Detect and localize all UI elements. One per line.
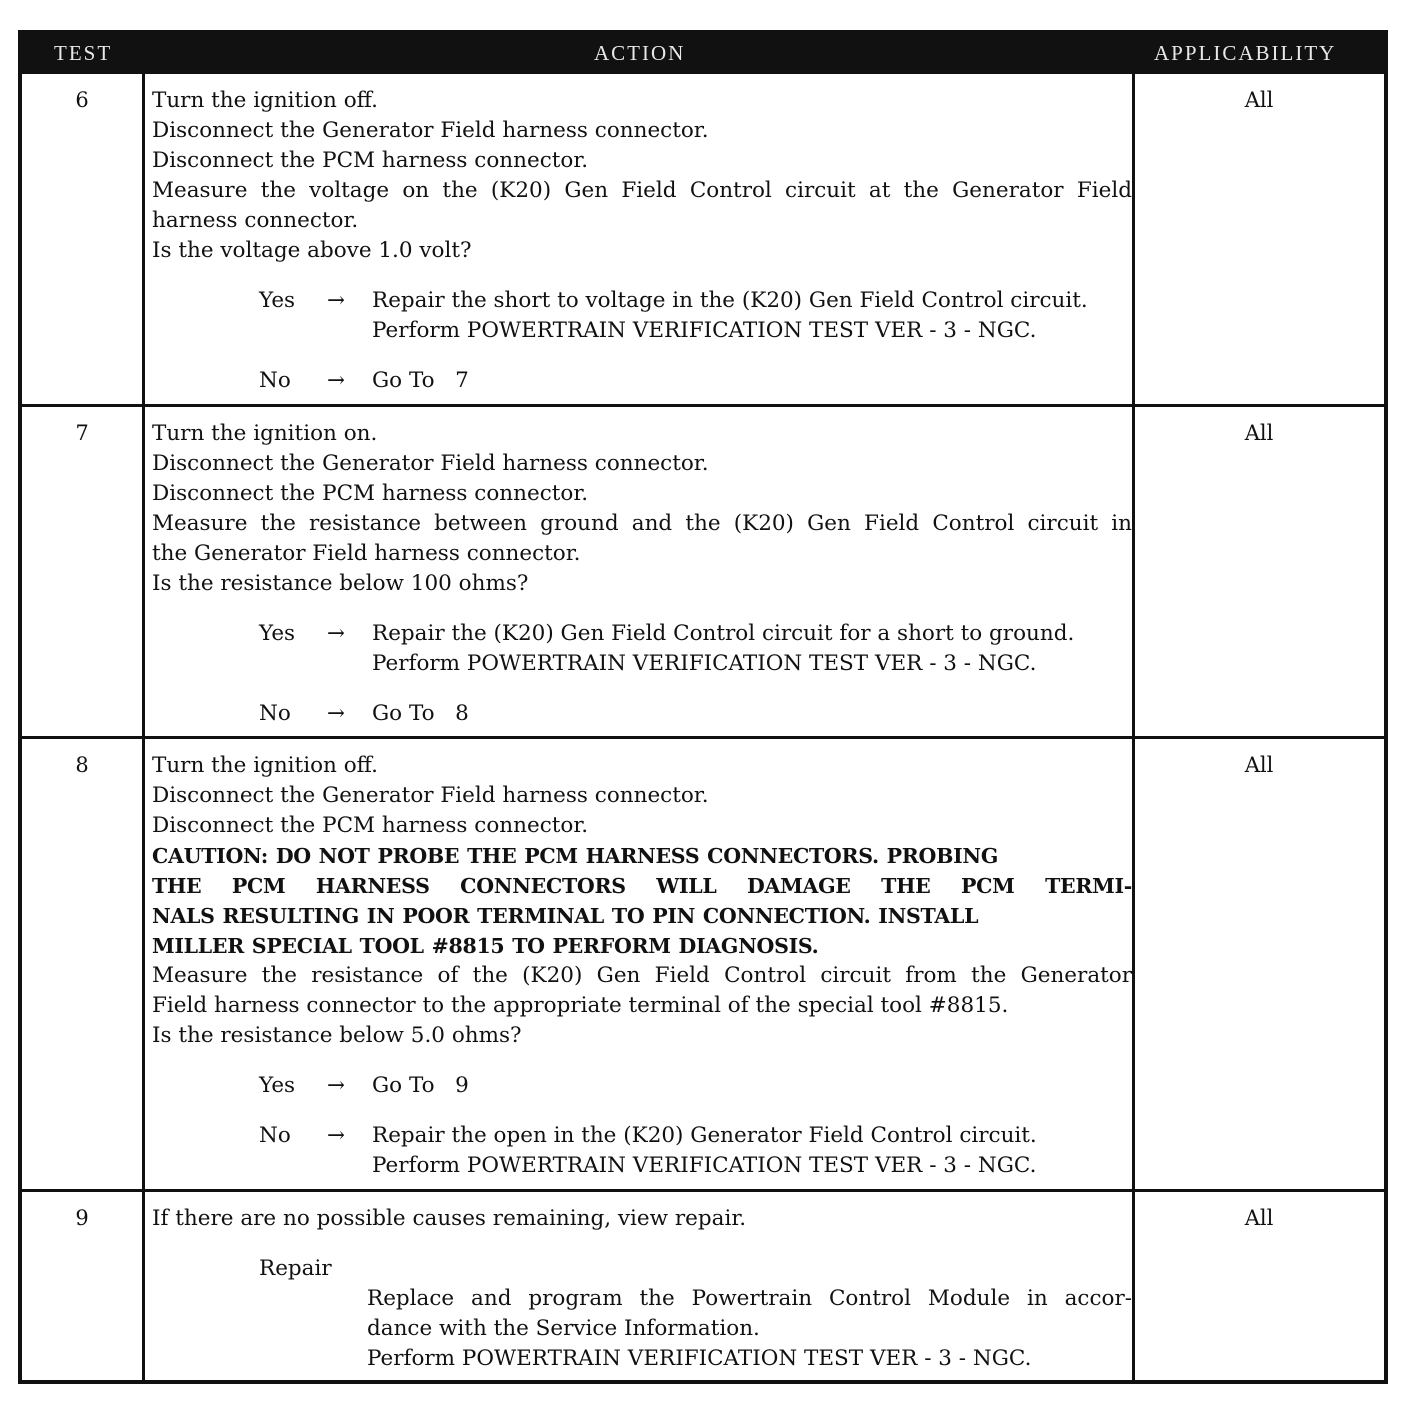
no-label: No	[259, 368, 291, 393]
applicability-value: All	[1244, 753, 1274, 777]
no-result: Go To 7	[372, 368, 469, 393]
header-action: ACTION	[594, 41, 686, 65]
yes-verification: Perform POWERTRAIN VERIFICATION TEST VER - 3 - NGC.	[372, 318, 1037, 343]
action-cell	[152, 419, 1132, 729]
action-line: Disconnect the Generator Field harness connector.	[152, 118, 709, 143]
caution-line: CAUTION: DO NOT PROBE THE PCM HARNESS CONNECTORS. PROBING	[152, 844, 999, 868]
yes-result: Repair the (K20) Gen Field Control circuit for a short to ground.	[372, 621, 1075, 646]
action-line: If there are no possible causes remaining, view repair.	[152, 1206, 747, 1231]
test-row-8	[22, 739, 1384, 1192]
test-row-6	[22, 74, 1384, 407]
yes-label: Yes	[259, 1073, 296, 1098]
header-applicability: APPLICABILITY	[1154, 41, 1337, 65]
yes-branch	[152, 286, 1132, 346]
arrow-icon: →	[327, 368, 346, 393]
no-label: No	[259, 1123, 291, 1148]
yes-result: Go To 9	[372, 1073, 469, 1098]
test-number: 6	[75, 88, 89, 112]
repair-line: dance with the Service Information.	[367, 1316, 760, 1341]
action-line: Disconnect the Generator Field harness connector.	[152, 783, 709, 808]
action-line: Turn the ignition on.	[152, 421, 378, 446]
test-number: 8	[75, 753, 89, 777]
action-line: Disconnect the PCM harness connector.	[152, 148, 589, 173]
no-label: No	[259, 701, 291, 726]
action-cell	[152, 86, 1132, 396]
repair-line: Replace and program the Powertrain Control Module in accor-	[367, 1286, 1132, 1311]
action-line: harness connector.	[152, 208, 359, 233]
action-question: Is the resistance below 5.0 ohms?	[152, 1023, 522, 1048]
caution-line: NALS RESULTING IN POOR TERMINAL TO PIN CONNECTION. INSTALL	[152, 904, 979, 928]
yes-result: Repair the short to voltage in the (K20) Gen Field Control circuit.	[372, 288, 1088, 313]
action-cell	[152, 1204, 1132, 1374]
arrow-icon: →	[327, 1123, 346, 1148]
arrow-icon: →	[327, 288, 346, 313]
yes-branch	[152, 619, 1132, 679]
arrow-icon: →	[327, 1073, 346, 1098]
action-line: Disconnect the PCM harness connector.	[152, 813, 589, 838]
applicability-value: All	[1244, 88, 1274, 112]
yes-label: Yes	[259, 288, 296, 313]
action-question: Is the voltage above 1.0 volt?	[152, 238, 472, 263]
diagnostic-test-table	[18, 30, 1388, 1384]
no-result: Repair the open in the (K20) Generator Field Control circuit.	[372, 1123, 1037, 1148]
repair-line: Perform POWERTRAIN VERIFICATION TEST VER - 3 - NGC.	[367, 1346, 1032, 1371]
test-number: 9	[75, 1206, 89, 1230]
yes-branch	[152, 1071, 1132, 1101]
test-number: 7	[75, 421, 89, 445]
action-line: Turn the ignition off.	[152, 88, 378, 113]
applicability-value: All	[1244, 421, 1274, 445]
action-line: Turn the ignition off.	[152, 753, 378, 778]
action-line: Disconnect the PCM harness connector.	[152, 481, 589, 506]
action-line: Measure the resistance of the (K20) Gen Field Control circuit from the Generator	[152, 963, 1132, 988]
repair-label: Repair	[259, 1256, 332, 1281]
action-line: Disconnect the Generator Field harness connector.	[152, 451, 709, 476]
test-row-9	[22, 1192, 1384, 1380]
applicability-value: All	[1244, 1206, 1274, 1230]
action-cell	[152, 751, 1132, 1181]
no-branch	[152, 1121, 1132, 1181]
repair-instructions	[152, 1284, 1132, 1374]
caution-line: MILLER SPECIAL TOOL #8815 TO PERFORM DIAGNOSIS.	[152, 934, 819, 958]
action-line: Field harness connector to the appropriate terminal of the special tool #8815.	[152, 993, 1009, 1018]
action-question: Is the resistance below 100 ohms?	[152, 571, 529, 596]
yes-verification: Perform POWERTRAIN VERIFICATION TEST VER - 3 - NGC.	[372, 651, 1037, 676]
no-verification: Perform POWERTRAIN VERIFICATION TEST VER - 3 - NGC.	[372, 1153, 1037, 1178]
action-line: Measure the voltage on the (K20) Gen Field Control circuit at the Generator Field	[152, 178, 1132, 203]
no-branch	[152, 366, 1132, 396]
arrow-icon: →	[327, 701, 346, 726]
no-result: Go To 8	[372, 701, 469, 726]
caution-line: THE PCM HARNESS CONNECTORS WILL DAMAGE THE PCM TERMI-	[152, 874, 1132, 898]
action-line: the Generator Field harness connector.	[152, 541, 581, 566]
action-line: Measure the resistance between ground and the (K20) Gen Field Control circuit in	[152, 511, 1132, 536]
table-header	[22, 34, 1384, 74]
header-test: TEST	[54, 41, 113, 65]
test-row-7	[22, 407, 1384, 739]
arrow-icon: →	[327, 621, 346, 646]
yes-label: Yes	[259, 621, 296, 646]
no-branch	[152, 699, 1132, 729]
